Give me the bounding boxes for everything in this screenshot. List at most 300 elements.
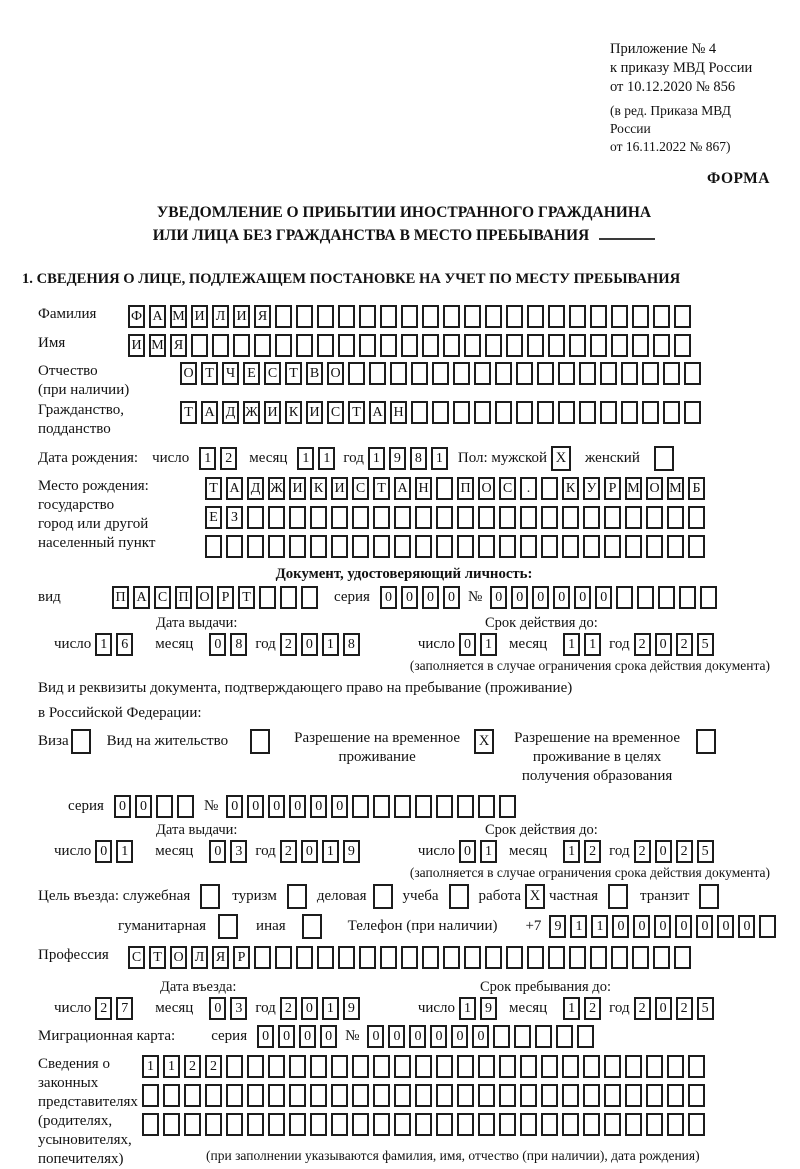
char-cell[interactable]: 1 (480, 633, 497, 656)
representatives-row2-cells[interactable] (142, 1084, 709, 1107)
char-cell[interactable] (493, 1025, 510, 1048)
char-cell[interactable] (289, 506, 306, 529)
char-cell[interactable]: 0 (367, 1025, 384, 1048)
char-cell[interactable] (653, 305, 670, 328)
char-cell[interactable] (163, 1113, 180, 1136)
char-cell[interactable] (604, 506, 621, 529)
char-cell[interactable] (527, 946, 544, 969)
char-cell[interactable]: 2 (184, 1055, 201, 1078)
char-cell[interactable]: И (331, 477, 348, 500)
char-cell[interactable]: 0 (301, 840, 318, 863)
char-cell[interactable] (352, 795, 369, 818)
char-cell[interactable] (259, 586, 276, 609)
char-cell[interactable]: 1 (318, 447, 335, 470)
char-cell[interactable]: Т (205, 477, 222, 500)
char-cell[interactable] (663, 401, 680, 424)
staydoc-series-cells[interactable] (114, 795, 198, 818)
char-cell[interactable] (268, 1084, 285, 1107)
char-cell[interactable] (156, 795, 173, 818)
char-cell[interactable] (625, 1084, 642, 1107)
char-cell[interactable]: 0 (595, 586, 612, 609)
char-cell[interactable] (436, 795, 453, 818)
char-cell[interactable]: 8 (410, 447, 427, 470)
char-cell[interactable] (646, 1113, 663, 1136)
char-cell[interactable] (700, 586, 717, 609)
char-cell[interactable] (338, 305, 355, 328)
char-cell[interactable] (436, 1055, 453, 1078)
char-cell[interactable]: С (327, 401, 344, 424)
char-cell[interactable] (436, 535, 453, 558)
iddoc-issued-month-cells[interactable] (209, 633, 251, 656)
char-cell[interactable] (422, 334, 439, 357)
char-cell[interactable] (474, 401, 491, 424)
char-cell[interactable] (679, 586, 696, 609)
birthplace-row3-cells[interactable] (205, 535, 709, 558)
profession-cells[interactable] (128, 946, 695, 969)
char-cell[interactable] (506, 946, 523, 969)
char-cell[interactable]: 1 (297, 447, 314, 470)
char-cell[interactable]: 0 (430, 1025, 447, 1048)
phone-cells[interactable] (549, 915, 780, 938)
char-cell[interactable]: А (369, 401, 386, 424)
char-cell[interactable] (247, 1113, 264, 1136)
birthplace-row1-cells[interactable] (205, 477, 709, 500)
char-cell[interactable] (415, 1113, 432, 1136)
char-cell[interactable]: Т (201, 362, 218, 385)
char-cell[interactable]: 1 (95, 633, 112, 656)
char-cell[interactable]: М (625, 477, 642, 500)
char-cell[interactable]: 2 (634, 633, 651, 656)
char-cell[interactable]: Р (217, 586, 234, 609)
char-cell[interactable] (485, 305, 502, 328)
char-cell[interactable]: А (149, 305, 166, 328)
char-cell[interactable] (394, 506, 411, 529)
char-cell[interactable]: 9 (343, 840, 360, 863)
char-cell[interactable] (478, 506, 495, 529)
char-cell[interactable]: 2 (280, 840, 297, 863)
char-cell[interactable]: 2 (676, 840, 693, 863)
iddoc-issued-year-cells[interactable] (280, 633, 364, 656)
char-cell[interactable] (464, 334, 481, 357)
char-cell[interactable] (548, 334, 565, 357)
char-cell[interactable] (254, 946, 271, 969)
char-cell[interactable] (310, 506, 327, 529)
char-cell[interactable]: П (112, 586, 129, 609)
char-cell[interactable]: 7 (116, 997, 133, 1020)
char-cell[interactable]: Т (285, 362, 302, 385)
char-cell[interactable]: 0 (226, 795, 243, 818)
char-cell[interactable] (684, 362, 701, 385)
char-cell[interactable]: О (180, 362, 197, 385)
char-cell[interactable] (527, 334, 544, 357)
char-cell[interactable] (667, 1055, 684, 1078)
char-cell[interactable] (331, 1084, 348, 1107)
char-cell[interactable] (289, 535, 306, 558)
char-cell[interactable]: С (352, 477, 369, 500)
staydoc-issued-day-cells[interactable] (95, 840, 137, 863)
char-cell[interactable] (541, 535, 558, 558)
char-cell[interactable] (373, 1084, 390, 1107)
char-cell[interactable] (296, 305, 313, 328)
char-cell[interactable]: О (327, 362, 344, 385)
char-cell[interactable] (653, 334, 670, 357)
iddoc-issued-day-cells[interactable] (95, 633, 137, 656)
char-cell[interactable]: 0 (247, 795, 264, 818)
char-cell[interactable] (436, 1084, 453, 1107)
char-cell[interactable] (632, 305, 649, 328)
char-cell[interactable]: 0 (633, 915, 650, 938)
char-cell[interactable] (583, 1113, 600, 1136)
char-cell[interactable]: Ч (222, 362, 239, 385)
char-cell[interactable]: М (149, 334, 166, 357)
char-cell[interactable]: С (499, 477, 516, 500)
char-cell[interactable] (289, 1113, 306, 1136)
char-cell[interactable] (653, 946, 670, 969)
char-cell[interactable] (604, 1113, 621, 1136)
char-cell[interactable]: 2 (676, 633, 693, 656)
char-cell[interactable]: 0 (209, 840, 226, 863)
char-cell[interactable] (352, 1084, 369, 1107)
char-cell[interactable]: 0 (532, 586, 549, 609)
char-cell[interactable]: Т (373, 477, 390, 500)
char-cell[interactable] (289, 1055, 306, 1078)
char-cell[interactable]: 5 (697, 633, 714, 656)
char-cell[interactable] (289, 1084, 306, 1107)
char-cell[interactable]: 0 (472, 1025, 489, 1048)
char-cell[interactable] (464, 946, 481, 969)
char-cell[interactable] (369, 362, 386, 385)
char-cell[interactable] (646, 506, 663, 529)
entry-year-cells[interactable] (280, 997, 364, 1020)
char-cell[interactable]: 0 (574, 586, 591, 609)
char-cell[interactable] (684, 401, 701, 424)
char-cell[interactable]: 1 (368, 447, 385, 470)
purpose-business-checkbox[interactable] (373, 884, 393, 909)
staydoc-valid-year-cells[interactable] (634, 840, 718, 863)
char-cell[interactable] (373, 1113, 390, 1136)
representatives-row1-cells[interactable] (142, 1055, 709, 1078)
char-cell[interactable] (632, 334, 649, 357)
char-cell[interactable] (331, 506, 348, 529)
char-cell[interactable] (317, 946, 334, 969)
char-cell[interactable] (359, 946, 376, 969)
char-cell[interactable]: 0 (268, 795, 285, 818)
char-cell[interactable] (373, 1055, 390, 1078)
char-cell[interactable] (254, 334, 271, 357)
char-cell[interactable]: 0 (459, 633, 476, 656)
iddoc-series-cells[interactable] (380, 586, 464, 609)
char-cell[interactable]: 0 (257, 1025, 274, 1048)
char-cell[interactable]: В (306, 362, 323, 385)
gender-female-checkbox[interactable] (654, 446, 674, 471)
char-cell[interactable] (688, 1084, 705, 1107)
char-cell[interactable]: 0 (299, 1025, 316, 1048)
char-cell[interactable] (548, 305, 565, 328)
char-cell[interactable] (352, 535, 369, 558)
char-cell[interactable]: 8 (343, 633, 360, 656)
migcard-number-cells[interactable] (367, 1025, 598, 1048)
purpose-official-checkbox[interactable] (200, 884, 220, 909)
char-cell[interactable] (226, 535, 243, 558)
char-cell[interactable]: 0 (401, 586, 418, 609)
char-cell[interactable]: Р (233, 946, 250, 969)
char-cell[interactable]: 0 (738, 915, 755, 938)
residence-permit-checkbox[interactable] (250, 729, 270, 754)
char-cell[interactable] (411, 362, 428, 385)
char-cell[interactable] (520, 506, 537, 529)
char-cell[interactable] (226, 1084, 243, 1107)
char-cell[interactable] (541, 1084, 558, 1107)
char-cell[interactable] (247, 1055, 264, 1078)
char-cell[interactable] (667, 506, 684, 529)
char-cell[interactable]: 2 (280, 633, 297, 656)
char-cell[interactable] (541, 506, 558, 529)
char-cell[interactable]: П (175, 586, 192, 609)
char-cell[interactable]: Т (238, 586, 255, 609)
char-cell[interactable] (464, 305, 481, 328)
char-cell[interactable]: Я (212, 946, 229, 969)
char-cell[interactable] (142, 1113, 159, 1136)
char-cell[interactable] (688, 1113, 705, 1136)
char-cell[interactable] (296, 334, 313, 357)
char-cell[interactable]: 1 (570, 915, 587, 938)
char-cell[interactable]: 0 (675, 915, 692, 938)
char-cell[interactable]: 0 (95, 840, 112, 863)
char-cell[interactable]: 9 (480, 997, 497, 1020)
char-cell[interactable] (520, 535, 537, 558)
char-cell[interactable] (205, 535, 222, 558)
char-cell[interactable] (380, 334, 397, 357)
char-cell[interactable]: У (583, 477, 600, 500)
char-cell[interactable] (506, 305, 523, 328)
char-cell[interactable]: К (562, 477, 579, 500)
char-cell[interactable]: 2 (220, 447, 237, 470)
char-cell[interactable] (514, 1025, 531, 1048)
char-cell[interactable]: 1 (459, 997, 476, 1020)
purpose-work-checkbox[interactable]: X (525, 884, 545, 909)
staydoc-valid-month-cells[interactable] (563, 840, 605, 863)
char-cell[interactable] (516, 362, 533, 385)
char-cell[interactable] (338, 334, 355, 357)
staydoc-issued-year-cells[interactable] (280, 840, 364, 863)
char-cell[interactable] (280, 586, 297, 609)
char-cell[interactable] (621, 401, 638, 424)
char-cell[interactable]: Л (191, 946, 208, 969)
char-cell[interactable]: 2 (584, 840, 601, 863)
char-cell[interactable] (579, 401, 596, 424)
char-cell[interactable] (352, 1055, 369, 1078)
char-cell[interactable] (331, 1055, 348, 1078)
char-cell[interactable]: 0 (301, 997, 318, 1020)
char-cell[interactable]: 0 (409, 1025, 426, 1048)
char-cell[interactable] (474, 362, 491, 385)
char-cell[interactable] (310, 1084, 327, 1107)
char-cell[interactable] (268, 506, 285, 529)
char-cell[interactable]: Я (170, 334, 187, 357)
char-cell[interactable]: 5 (697, 840, 714, 863)
char-cell[interactable] (453, 362, 470, 385)
char-cell[interactable]: Т (180, 401, 197, 424)
char-cell[interactable]: 8 (230, 633, 247, 656)
char-cell[interactable]: 6 (116, 633, 133, 656)
char-cell[interactable]: И (264, 401, 281, 424)
representatives-row3-cells[interactable] (142, 1113, 709, 1136)
entry-day-cells[interactable] (95, 997, 137, 1020)
char-cell[interactable] (485, 946, 502, 969)
char-cell[interactable]: 0 (490, 586, 507, 609)
char-cell[interactable] (359, 305, 376, 328)
birth-day-cells[interactable] (199, 447, 241, 470)
char-cell[interactable] (562, 1113, 579, 1136)
char-cell[interactable]: 0 (289, 795, 306, 818)
char-cell[interactable]: О (196, 586, 213, 609)
char-cell[interactable] (583, 535, 600, 558)
char-cell[interactable]: 0 (511, 586, 528, 609)
char-cell[interactable]: 0 (553, 586, 570, 609)
char-cell[interactable] (604, 1084, 621, 1107)
char-cell[interactable] (457, 1113, 474, 1136)
char-cell[interactable]: Р (604, 477, 621, 500)
char-cell[interactable] (556, 1025, 573, 1048)
char-cell[interactable]: 1 (199, 447, 216, 470)
char-cell[interactable]: 5 (697, 997, 714, 1020)
char-cell[interactable]: 3 (230, 997, 247, 1020)
char-cell[interactable] (688, 535, 705, 558)
char-cell[interactable] (415, 1055, 432, 1078)
char-cell[interactable] (394, 1084, 411, 1107)
char-cell[interactable] (667, 535, 684, 558)
char-cell[interactable] (625, 1055, 642, 1078)
char-cell[interactable] (562, 1055, 579, 1078)
char-cell[interactable]: Ж (268, 477, 285, 500)
char-cell[interactable] (373, 506, 390, 529)
char-cell[interactable] (611, 305, 628, 328)
char-cell[interactable] (457, 795, 474, 818)
char-cell[interactable]: 1 (322, 997, 339, 1020)
char-cell[interactable] (432, 362, 449, 385)
char-cell[interactable]: 2 (634, 840, 651, 863)
char-cell[interactable] (527, 305, 544, 328)
char-cell[interactable]: 0 (655, 840, 672, 863)
char-cell[interactable] (583, 1084, 600, 1107)
char-cell[interactable] (247, 506, 264, 529)
purpose-study-checkbox[interactable] (449, 884, 469, 909)
char-cell[interactable] (520, 1113, 537, 1136)
char-cell[interactable] (422, 946, 439, 969)
surname-cells[interactable] (128, 305, 695, 328)
char-cell[interactable]: 1 (163, 1055, 180, 1078)
char-cell[interactable] (457, 506, 474, 529)
char-cell[interactable] (499, 1055, 516, 1078)
char-cell[interactable]: 3 (230, 840, 247, 863)
char-cell[interactable] (520, 1084, 537, 1107)
entry-month-cells[interactable] (209, 997, 251, 1020)
char-cell[interactable]: 0 (209, 633, 226, 656)
char-cell[interactable]: Я (254, 305, 271, 328)
iddoc-number-cells[interactable] (490, 586, 721, 609)
char-cell[interactable] (600, 401, 617, 424)
purpose-humanitarian-checkbox[interactable] (218, 914, 238, 939)
char-cell[interactable] (499, 795, 516, 818)
char-cell[interactable]: Е (243, 362, 260, 385)
char-cell[interactable] (310, 1055, 327, 1078)
char-cell[interactable] (674, 305, 691, 328)
char-cell[interactable]: 1 (584, 633, 601, 656)
char-cell[interactable] (142, 1084, 159, 1107)
char-cell[interactable]: 0 (380, 586, 397, 609)
char-cell[interactable]: 2 (676, 997, 693, 1020)
char-cell[interactable] (499, 1113, 516, 1136)
char-cell[interactable] (359, 334, 376, 357)
char-cell[interactable] (688, 1055, 705, 1078)
char-cell[interactable] (310, 1113, 327, 1136)
char-cell[interactable] (212, 334, 229, 357)
char-cell[interactable]: О (170, 946, 187, 969)
char-cell[interactable]: П (457, 477, 474, 500)
char-cell[interactable]: 1 (431, 447, 448, 470)
char-cell[interactable]: О (478, 477, 495, 500)
char-cell[interactable] (478, 1084, 495, 1107)
char-cell[interactable] (616, 586, 633, 609)
iddoc-valid-year-cells[interactable] (634, 633, 718, 656)
char-cell[interactable] (432, 401, 449, 424)
char-cell[interactable]: 2 (634, 997, 651, 1020)
char-cell[interactable] (604, 1055, 621, 1078)
char-cell[interactable] (390, 362, 407, 385)
char-cell[interactable] (604, 535, 621, 558)
char-cell[interactable]: 0 (114, 795, 131, 818)
stay-month-cells[interactable] (563, 997, 605, 1020)
char-cell[interactable]: С (264, 362, 281, 385)
char-cell[interactable] (621, 362, 638, 385)
char-cell[interactable]: 1 (322, 840, 339, 863)
char-cell[interactable] (558, 362, 575, 385)
char-cell[interactable] (674, 946, 691, 969)
char-cell[interactable]: О (646, 477, 663, 500)
char-cell[interactable] (478, 535, 495, 558)
char-cell[interactable] (373, 535, 390, 558)
char-cell[interactable] (537, 401, 554, 424)
char-cell[interactable] (268, 535, 285, 558)
char-cell[interactable]: Т (348, 401, 365, 424)
char-cell[interactable] (184, 1113, 201, 1136)
char-cell[interactable] (541, 477, 558, 500)
char-cell[interactable] (478, 1113, 495, 1136)
char-cell[interactable] (569, 946, 586, 969)
char-cell[interactable] (535, 1025, 552, 1048)
char-cell[interactable] (268, 1055, 285, 1078)
rvp-education-checkbox[interactable] (696, 729, 716, 754)
char-cell[interactable]: 1 (563, 997, 580, 1020)
char-cell[interactable] (352, 506, 369, 529)
char-cell[interactable] (583, 1055, 600, 1078)
char-cell[interactable] (348, 362, 365, 385)
char-cell[interactable] (625, 506, 642, 529)
char-cell[interactable] (301, 586, 318, 609)
char-cell[interactable]: 0 (717, 915, 734, 938)
char-cell[interactable]: Н (415, 477, 432, 500)
char-cell[interactable] (268, 1113, 285, 1136)
char-cell[interactable] (436, 506, 453, 529)
char-cell[interactable]: С (154, 586, 171, 609)
char-cell[interactable]: Ж (243, 401, 260, 424)
char-cell[interactable]: Д (222, 401, 239, 424)
char-cell[interactable]: 2 (205, 1055, 222, 1078)
birth-month-cells[interactable] (297, 447, 339, 470)
char-cell[interactable] (401, 305, 418, 328)
char-cell[interactable] (296, 946, 313, 969)
char-cell[interactable]: 0 (135, 795, 152, 818)
